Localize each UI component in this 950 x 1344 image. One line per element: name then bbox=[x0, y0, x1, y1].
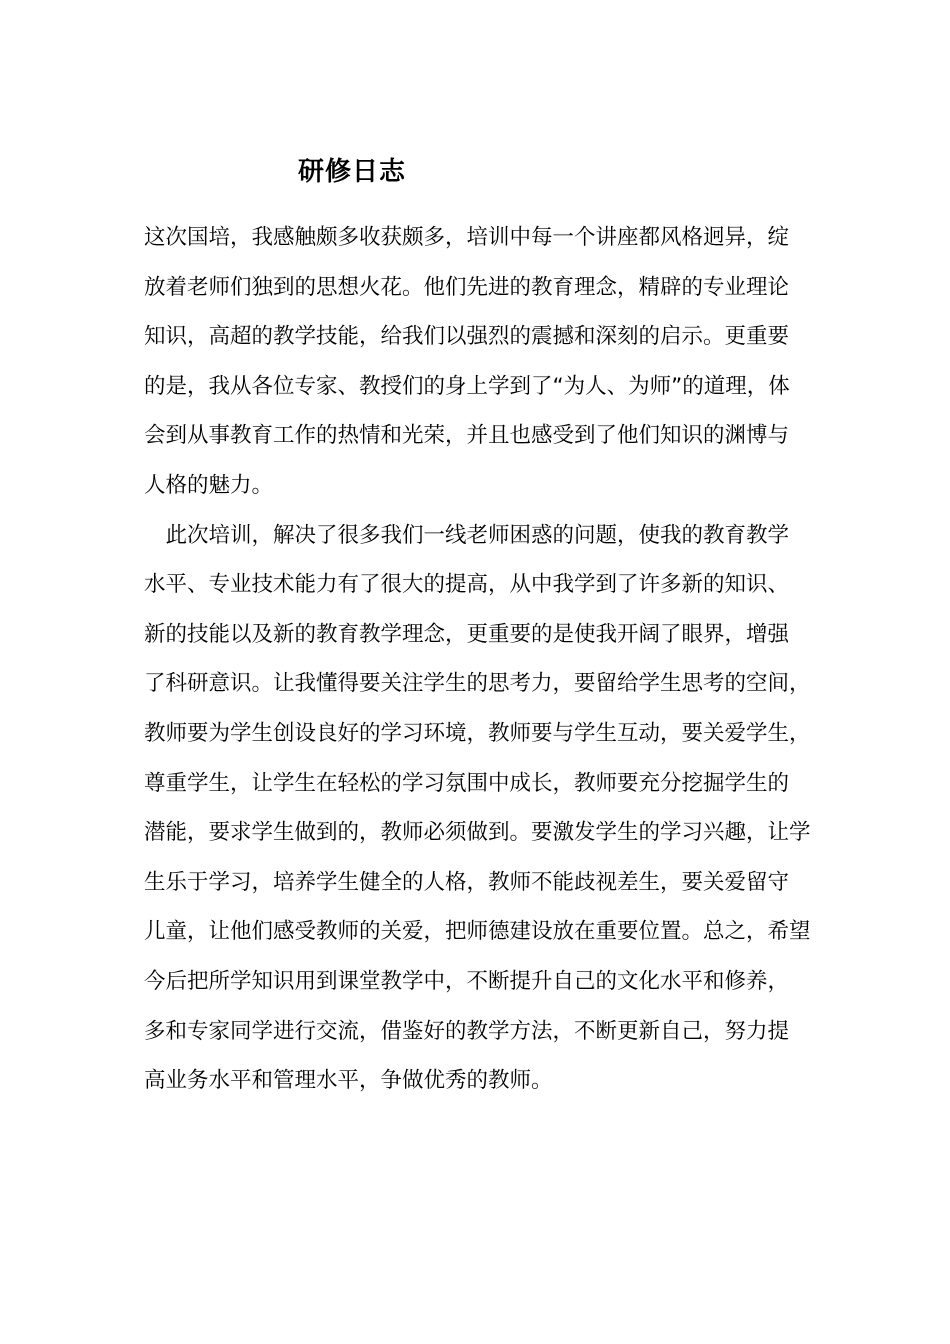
text-line-2: 放着老师们独到的思想火花。他们先进的教育理念，精辟的专业理论 bbox=[144, 274, 790, 300]
text-line-9: 新的技能以及新的教育教学理念，更重要的是使我开阔了眼界，增强 bbox=[144, 621, 790, 647]
text-line-15: 儿童，让他们感受教师的关爱，把师德建设放在重要位置。总之，希望 bbox=[144, 919, 811, 945]
text-line-14: 生乐于学习，培养学生健全的人格，教师不能歧视差生，要关爱留守 bbox=[144, 869, 790, 895]
text-line-1: 这次国培，我感触颇多收获颇多，培训中每一个讲座都风格迥异，绽 bbox=[144, 225, 790, 250]
text-line-7: 此次培训，解决了很多我们一线老师困惑的问题，使我的教育教学 bbox=[144, 522, 790, 548]
text-line-8: 水平、专业技术能力有了很大的提高，从中我学到了许多新的知识、 bbox=[144, 572, 790, 598]
document-title: 研修日志 bbox=[298, 157, 407, 187]
text-line-17: 多和专家同学进行交流，借鉴好的教学方法，不断更新自己，努力提 bbox=[144, 1018, 790, 1044]
text-line-12: 尊重学生，让学生在轻松的学习氛围中成长，教师要充分挖掘学生的 bbox=[144, 770, 790, 796]
text-line-6: 人格的魅力。 bbox=[144, 472, 274, 498]
text-line-3: 知识，高超的教学技能，给我们以强烈的震撼和深刻的启示。更重要 bbox=[144, 324, 790, 350]
text-line-4: 的是，我从各位专家、教授们的身上学到了“为人、为师”的道理，体 bbox=[144, 373, 790, 399]
document-body bbox=[144, 213, 812, 1106]
text-line-11: 教师要为学生创设良好的学习环境，教师要与学生互动，要关爱学生， bbox=[144, 720, 811, 746]
text-line-18: 高业务水平和管理水平，争做优秀的教师。 bbox=[144, 1068, 553, 1094]
text-line-16: 今后把所学知识用到课堂教学中，不断提升自己的文化水平和修养， bbox=[144, 968, 790, 994]
text-line-10: 了科研意识。让我懂得要关注学生的思考力，要留给学生思考的空间， bbox=[144, 671, 811, 697]
text-line-13: 潜能，要求学生做到的，教师必须做到。要激发学生的学习兴趣，让学 bbox=[144, 820, 811, 846]
text-line-5: 会到从事教育工作的热情和光荣，并且也感受到了他们知识的渊博与 bbox=[144, 423, 790, 449]
